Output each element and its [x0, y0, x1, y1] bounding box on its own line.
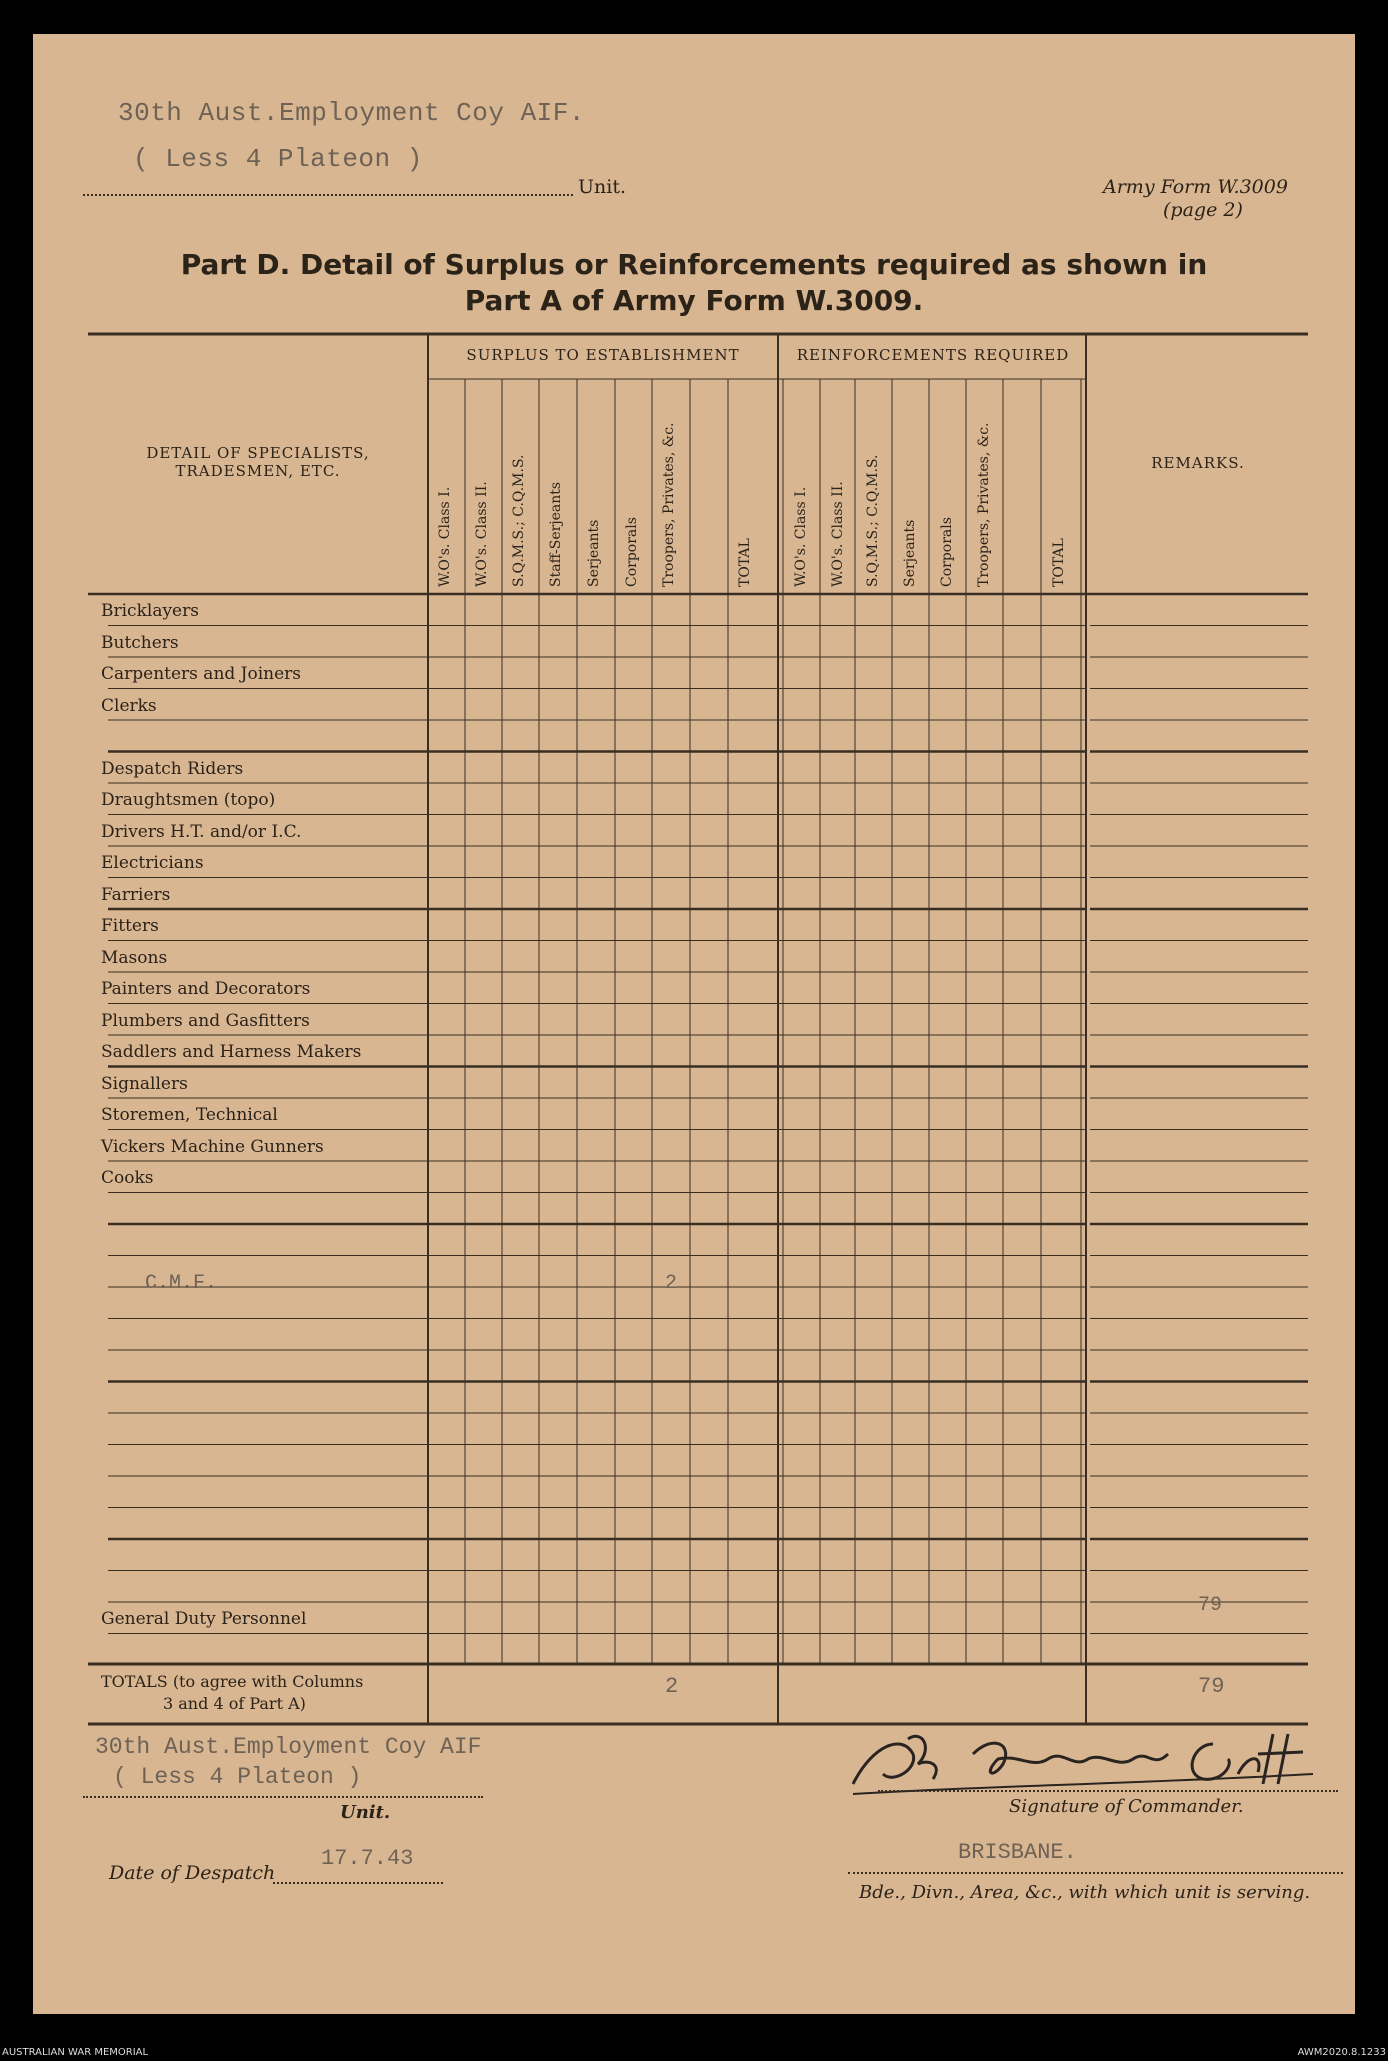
gdp-remarks-value: 79	[1198, 1594, 1223, 1617]
header-unit-label: Unit.	[578, 176, 627, 198]
remarks-header: REMARKS.	[1151, 454, 1245, 472]
row-label: Masons	[101, 947, 168, 968]
row-label: Carpenters and Joiners	[101, 664, 302, 684]
form-title-line2: Part A of Army Form W.3009.	[464, 284, 924, 317]
row-label: Vickers Machine Gunners	[101, 1136, 324, 1157]
row-label: Saddlers and Harness Makers	[101, 1042, 362, 1062]
row-label: Drivers H.T. and/or I.C.	[101, 821, 302, 842]
detail-header-line1: DETAIL OF SPECIALISTS,	[146, 444, 370, 462]
date-value: 17.7.43	[321, 1846, 414, 1871]
location-dots	[848, 1872, 1343, 1874]
surplus-col-label: W.O's. Class I.	[437, 486, 453, 587]
archive-credit: AUSTRALIAN WAR MEMORIAL	[2, 2047, 149, 2058]
row-label: Bricklayers	[101, 601, 199, 621]
reinf-col-label: Corporals	[939, 517, 955, 587]
form-title-line1: Part D. Detail of Surplus or Reinforcements required as shown in	[180, 248, 1208, 281]
totals-surplus-value: 2	[665, 1674, 679, 1699]
location-label: Bde., Divn., Area, &c., with which unit is serving.	[859, 1882, 1311, 1903]
row-label: Fitters	[101, 916, 159, 936]
archive-reference: AWM2020.8.1233	[1297, 2047, 1386, 2058]
page-reference: (page 2)	[1163, 199, 1243, 221]
row-label: Signallers	[101, 1073, 188, 1094]
signature-label: Signature of Commander.	[1009, 1796, 1244, 1817]
totals-label-line1: TOTALS (to agree with Columns	[101, 1672, 364, 1691]
detail-header-line2: TRADESMEN, ETC.	[175, 462, 341, 480]
row-label: Plumbers and Gasfitters	[101, 1010, 310, 1031]
reinf-col-label: TOTAL	[1051, 538, 1067, 587]
cmf-label: C.M.F.	[145, 1272, 218, 1295]
row-label: Cooks	[101, 1168, 154, 1188]
reinf-col-label: W.O's. Class II.	[830, 481, 846, 587]
footer-unit-dots	[83, 1796, 483, 1798]
row-label: Farriers	[101, 884, 171, 905]
row-label: Despatch Riders	[101, 758, 244, 779]
row-label: Storemen, Technical	[101, 1105, 278, 1125]
footer-unit-line1: 30th Aust.Employment Coy AIF	[95, 1734, 482, 1760]
surplus-col-label: TOTAL	[737, 538, 753, 587]
reinf-col-label: S.Q.M.S.; C.Q.M.S.	[865, 454, 881, 587]
signature-dots	[878, 1790, 1338, 1792]
totals-label-line2: 3 and 4 of Part A)	[163, 1694, 306, 1713]
form-page	[33, 34, 1355, 2014]
cmf-troopers-value: 2	[665, 1272, 678, 1295]
totals-remarks-value: 79	[1198, 1674, 1225, 1699]
footer-unit-label: Unit.	[340, 1802, 391, 1823]
detail-header	[93, 444, 423, 480]
reinf-col-label: W.O's. Class I.	[793, 486, 809, 587]
row-label: Electricians	[101, 853, 204, 873]
footer-unit-line2: ( Less 4 Plateon )	[113, 1764, 362, 1790]
header-unit-line1: 30th Aust.Employment Coy AIF.	[118, 98, 585, 128]
reinforcements-header: REINFORCEMENTS REQUIRED	[796, 346, 1070, 364]
surplus-header: SURPLUS TO ESTABLISHMENT	[466, 346, 740, 364]
row-label: Draughtsmen (topo)	[101, 790, 276, 810]
surplus-col-label: S.Q.M.S.; C.Q.M.S.	[511, 454, 527, 587]
date-dots	[273, 1882, 443, 1884]
header-unit-line2: ( Less 4 Plateon )	[133, 144, 423, 174]
surplus-col-label: Serjeants	[586, 519, 602, 587]
location-value: BRISBANE.	[958, 1840, 1077, 1865]
surplus-col-label: W.O's. Class II.	[474, 481, 490, 587]
reinf-col-label: Serjeants	[902, 519, 918, 587]
row-label: Butchers	[101, 632, 179, 653]
row-label: Clerks	[101, 695, 157, 716]
reinf-col-label: Troopers, Privates, &c.	[976, 422, 992, 587]
date-label: Date of Despatch	[109, 1862, 276, 1884]
surplus-col-label: Troopers, Privates, &c.	[661, 422, 677, 587]
surplus-col-label: Staff-Serjeants	[548, 481, 564, 587]
row-label: Painters and Decorators	[101, 979, 311, 999]
form-reference: Army Form W.3009	[1103, 176, 1288, 198]
row-label: General Duty Personnel	[101, 1609, 307, 1629]
surplus-col-label: Corporals	[624, 517, 640, 587]
